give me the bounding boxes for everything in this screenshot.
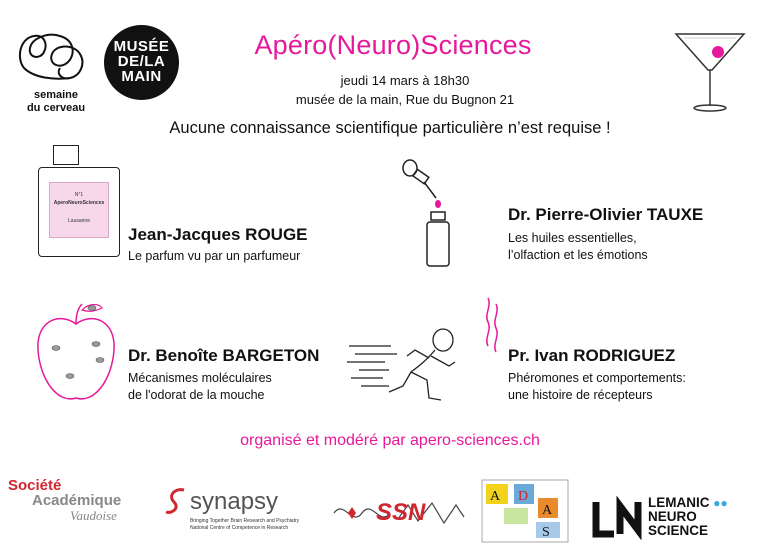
organizer-text: organisé et modéré par apero-sciences.ch (240, 432, 540, 449)
perfume-bottle-illustration (38, 145, 120, 257)
speaker-2-topic-line1: Les huiles essentielles, (508, 231, 637, 245)
svg-text:D: D (518, 489, 529, 504)
speaker-1-topic: Le parfum vu par un parfumeur (128, 249, 301, 263)
synapsy-mark-icon (164, 486, 190, 516)
adas-logo (480, 478, 570, 544)
lemanic-line3: SCIENCE (648, 523, 709, 538)
speaker-4-topic-line1: Phéromones et comportements: (508, 371, 686, 385)
running-person-icon (345, 322, 465, 408)
ln-mark-icon (592, 496, 648, 540)
societe-academique-vaudoise-logo (8, 478, 148, 538)
perfume-label-line2: AperoNeuroSciences (53, 200, 105, 206)
adas-mosaic-icon (480, 478, 570, 544)
speaker-3-topic-line2: de l'odorat de la mouche (128, 388, 265, 402)
lemanic-line2: NEURO (648, 509, 697, 524)
perfume-label-line1: N°1 (74, 192, 84, 198)
sav-line2: Académique (32, 492, 122, 509)
speaker-1-name: Jean-Jacques ROUGE (128, 225, 308, 244)
speaker-4-topic-line2: une histoire de récepteurs (508, 388, 653, 402)
ssn-logo (332, 493, 472, 537)
lemanic-line1: LEMANIC ●● (648, 495, 728, 510)
sav-line1: Société (8, 477, 62, 494)
semaine-du-cerveau-logo (14, 28, 98, 114)
pheromone-waves-icon (484, 296, 504, 354)
notice-text: Aucune connaissance scientifique particulière n’est requise ! (169, 119, 611, 137)
ssn-name: SSN (376, 499, 426, 526)
musee-line1: MUSÉE (113, 38, 170, 55)
brain-icon (14, 28, 98, 84)
musee-line3: MAIN (121, 68, 162, 85)
perfume-label-line3: Lausanne (68, 218, 90, 224)
lemanic-dots-icon: ●● (713, 496, 728, 510)
synapsy-logo (160, 486, 330, 542)
speaker-3-name: Dr. Benoîte BARGETON (128, 346, 320, 365)
svg-text:A: A (542, 503, 553, 518)
semaine-line2: du cerveau (26, 102, 86, 114)
lemanic-neuroscience-logo (592, 494, 764, 546)
speaker-4-name: Pr. Ivan RODRIGUEZ (508, 346, 676, 365)
speaker-2-name: Dr. Pierre-Olivier TAUXE (508, 205, 704, 224)
dropper-vial-icon (398, 158, 458, 270)
speaker-2-topic-line2: l’olfaction et les émotions (508, 248, 648, 262)
perfume-label (49, 182, 109, 238)
cocktail-glass-icon (670, 28, 750, 114)
speaker-3-topic-line1: Mécanismes moléculaires (128, 371, 272, 385)
sav-line3: Vaudoise (70, 508, 117, 523)
event-venue: musée de la main, Rue du Bugnon 21 (295, 92, 515, 107)
event-title: Apéro(Neuro)Sciences (254, 30, 532, 60)
event-date: jeudi 14 mars à 18h30 (340, 73, 470, 88)
synapsy-sub2: National Centre of Competence in Research (190, 525, 289, 531)
musee-de-la-main-logo (104, 25, 179, 100)
musee-line2: DE/LA (117, 53, 166, 70)
svg-text:A: A (490, 489, 501, 504)
synapsy-name: synapsy (190, 488, 279, 515)
synapsy-sub1: Bringing Together Brain Research and Psychiatry (190, 518, 300, 524)
svg-text:S: S (542, 525, 550, 540)
apple-with-flies-icon (30, 298, 122, 410)
semaine-line1: semaine (33, 89, 79, 101)
